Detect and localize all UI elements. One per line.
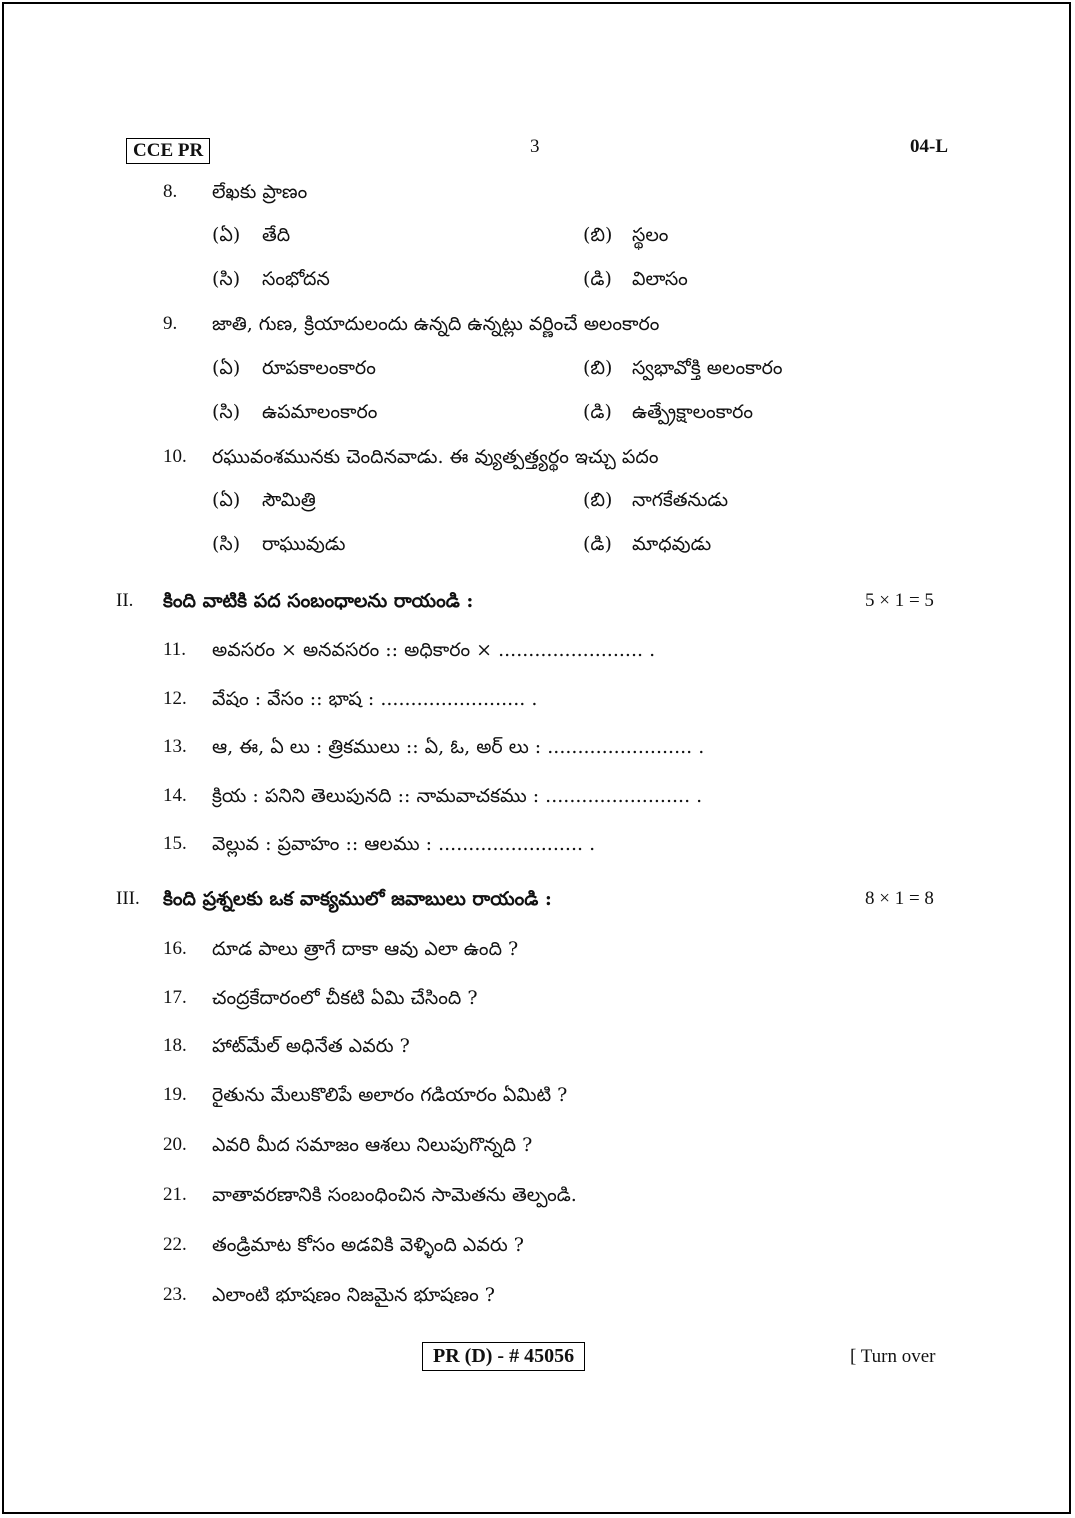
question-number: 15. <box>163 833 187 854</box>
question-number: 11. <box>163 639 187 660</box>
question-number: 17. <box>163 987 187 1008</box>
question-number: 14. <box>163 785 187 806</box>
option-text: సౌమిత్రి <box>262 489 316 511</box>
turn-over-note: [ Turn over <box>850 1346 936 1367</box>
option-text: ఉత్ప్రేక్షాలంకారం <box>632 401 754 423</box>
question-text: రఘువంశమునకు చెందినవాడు. ఈ వ్యుత్పత్త్యర్థం ఇచ్చు పదం <box>212 446 659 468</box>
question-text: చంద్రకేదారంలో చీకటి ఏమి చేసింది ? <box>212 987 478 1009</box>
section-title: కింది వాటికి పద సంబంధాలను రాయండి : <box>163 590 474 612</box>
option-label: (బి) <box>583 224 613 246</box>
question-number: 13. <box>163 736 187 757</box>
question-text: క్రియ : పనిని తెలుపునది :: నామవాచకము : ........................ . <box>212 785 703 807</box>
option-label: (డి) <box>583 533 612 555</box>
option-label: (సి) <box>212 533 241 555</box>
option-text: స్థలం <box>632 224 669 246</box>
option-label: (బి) <box>583 489 613 511</box>
question-text: అవసరం × అనవసరం :: అధికారం × ........................ . <box>212 639 656 661</box>
question-text: ఎవరి మీద సమాజం ఆశలు నిలుపుగొన్నది ? <box>212 1134 533 1156</box>
exam-code-box: CCE PR <box>126 138 210 164</box>
question-text: హాట్‌మేల్ అధినేత ఎవరు ? <box>212 1035 410 1057</box>
page-number: 3 <box>530 136 540 157</box>
question-number: 22. <box>163 1234 187 1255</box>
option-text: సంభోదన <box>262 268 330 290</box>
question-text: వేషం : వేసం :: భాష : ........................ . <box>212 688 538 710</box>
section-title: కింది ప్రశ్నలకు ఒక వాక్యములో జవాబులు రాయండి : <box>163 888 552 910</box>
question-text: లేఖకు ప్రాణం <box>212 181 308 203</box>
question-number: 10. <box>163 446 187 467</box>
paper-code: 04-L <box>910 136 948 157</box>
section-number: II. <box>116 590 134 611</box>
option-text: ఉపమాలంకారం <box>262 401 378 423</box>
question-number: 19. <box>163 1084 187 1105</box>
section-marks: 5 × 1 = 5 <box>865 590 934 611</box>
option-text: నాగకేతనుడు <box>632 489 729 511</box>
option-text: మాధవుడు <box>632 533 712 555</box>
option-text: తేది <box>262 224 291 246</box>
option-label: (సి) <box>212 268 241 290</box>
question-text: ఎలాంటి భూషణం నిజమైన భూషణం ? <box>212 1284 495 1306</box>
question-number: 18. <box>163 1035 187 1056</box>
question-text: రైతును మేలుకొలిపే అలారం గడియారం ఏమిటి ? <box>212 1084 568 1106</box>
question-number: 8. <box>163 181 178 202</box>
option-label: (ఏ) <box>212 224 241 246</box>
question-text: జాతి, గుణ, క్రియాదులందు ఉన్నది ఉన్నట్లు వర్ణించే అలంకారం <box>212 313 660 335</box>
option-label: (ఏ) <box>212 489 241 511</box>
option-text: విలాసం <box>632 268 688 290</box>
footer-code-box: PR (D) - # 45056 <box>422 1342 585 1371</box>
option-label: (డి) <box>583 401 612 423</box>
option-label: (ఏ) <box>212 357 241 379</box>
question-number: 23. <box>163 1284 187 1305</box>
question-text: వాతావరణానికి సంబంధించిన సామెతను తెల్పండి. <box>212 1184 577 1206</box>
question-number: 9. <box>163 313 178 334</box>
question-number: 20. <box>163 1134 187 1155</box>
question-number: 21. <box>163 1184 187 1205</box>
question-text: దూడ పాలు త్రాగే దాకా ఆవు ఎలా ఉంది ? <box>212 938 519 960</box>
option-text: రాఘువుడు <box>262 533 346 555</box>
question-text: ఆ, ఈ, ఏ లు : త్రికములు :: ఏ, ఓ, అర్ లు : ........................ . <box>212 736 705 758</box>
section-number: III. <box>116 888 140 909</box>
option-text: రూపకాలంకారం <box>262 357 376 379</box>
option-label: (బి) <box>583 357 613 379</box>
question-text: తండ్రిమాట కోసం అడవికి వెళ్ళింది ఎవరు ? <box>212 1234 524 1256</box>
question-number: 12. <box>163 688 187 709</box>
question-number: 16. <box>163 938 187 959</box>
option-label: (డి) <box>583 268 612 290</box>
option-text: స్వభావోక్తి అలంకారం <box>632 357 783 379</box>
question-text: వెల్లువ : ప్రవాహం :: ఆలము : ........................ . <box>212 833 596 855</box>
section-marks: 8 × 1 = 8 <box>865 888 934 909</box>
option-label: (సి) <box>212 401 241 423</box>
